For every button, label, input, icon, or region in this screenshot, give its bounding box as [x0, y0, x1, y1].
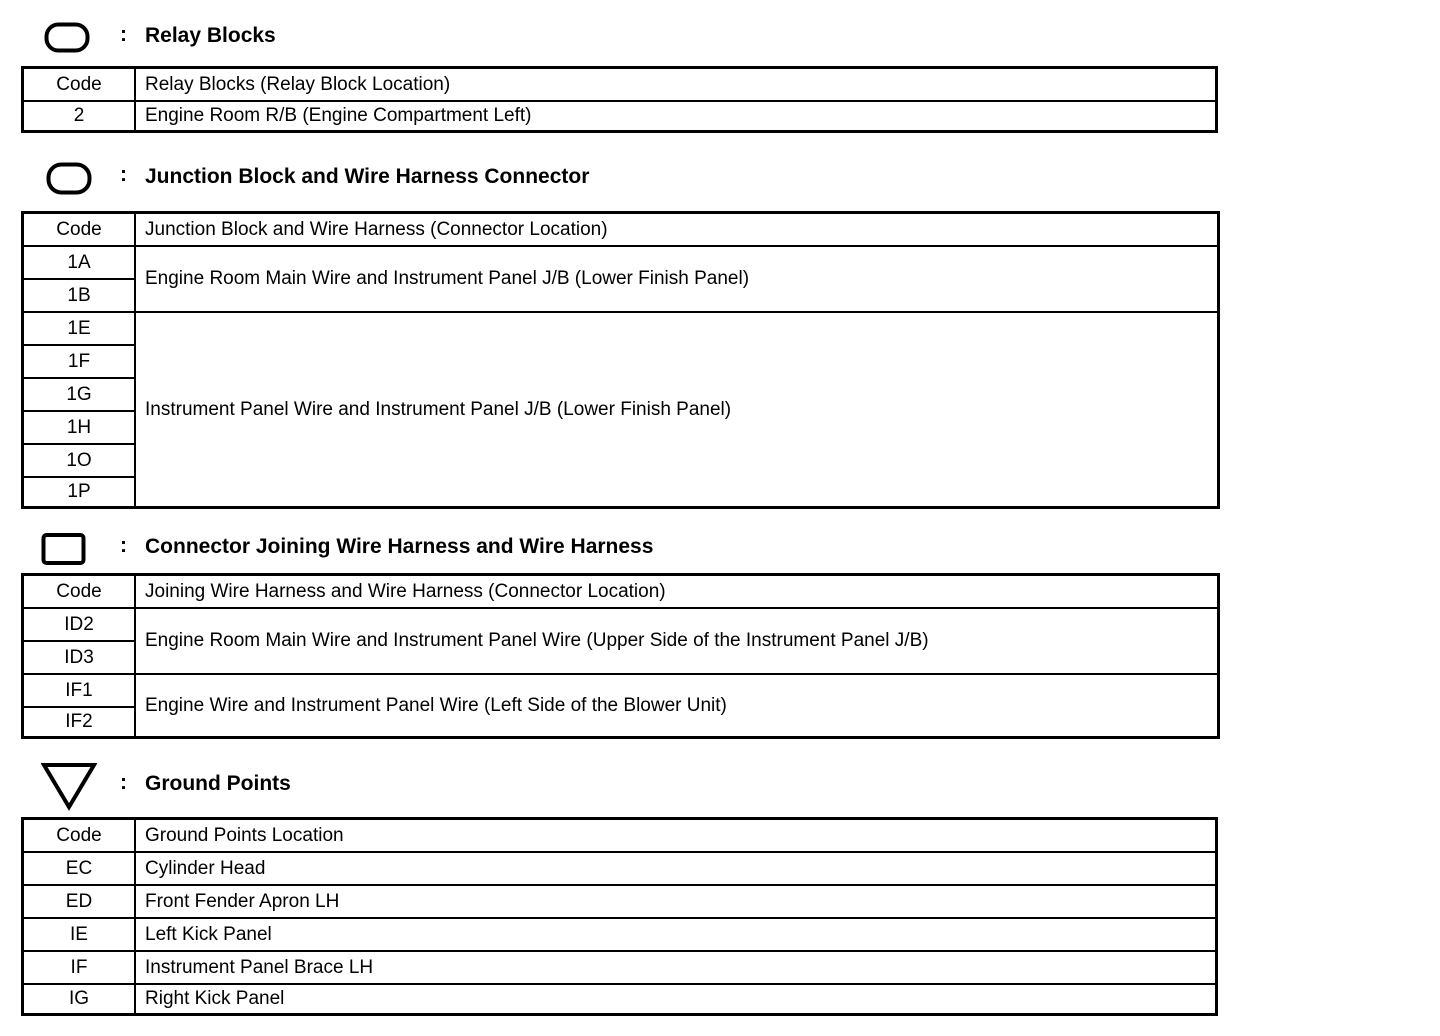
location-cell: Right Kick Panel: [135, 984, 1217, 1015]
code-cell: 1A: [23, 246, 136, 279]
heading-colon: :: [120, 771, 127, 794]
section-title: Relay Blocks: [145, 24, 276, 47]
ground-points-heading: [0, 762, 1000, 802]
code-cell: IE: [23, 918, 136, 951]
code-cell: ID2: [23, 608, 136, 641]
table-row: [23, 852, 1217, 885]
table-row: [23, 951, 1217, 984]
rounded-rectangle-icon: [46, 162, 92, 196]
code-cell: IF1: [23, 674, 136, 707]
section-title: Junction Block and Wire Harness Connector: [145, 165, 590, 188]
code-header: Code: [23, 819, 136, 852]
code-cell: IF2: [23, 707, 136, 738]
table-header-row: [23, 213, 1219, 246]
code-cell: EC: [23, 852, 136, 885]
code-header: Code: [23, 68, 136, 101]
table-row: [23, 312, 1219, 345]
section-title: Connector Joining Wire Harness and Wire Harness: [145, 535, 654, 558]
code-cell: 1F: [23, 345, 136, 378]
relay-blocks-heading: [0, 22, 1000, 62]
code-cell: 1G: [23, 378, 136, 411]
code-header: Code: [23, 213, 136, 246]
code-cell: IF: [23, 951, 136, 984]
table-row: [23, 674, 1219, 707]
table-header-row: [23, 68, 1217, 101]
table-row: [23, 246, 1219, 279]
location-cell: Instrument Panel Wire and Instrument Panel J/B (Lower Finish Panel): [135, 312, 1219, 508]
code-header: Code: [23, 575, 136, 608]
code-cell: 2: [23, 101, 136, 132]
table-header-row: [23, 575, 1219, 608]
location-header: Ground Points Location: [135, 819, 1217, 852]
connector-heading: [0, 532, 1000, 572]
code-cell: IG: [23, 984, 136, 1015]
location-cell: Instrument Panel Brace LH: [135, 951, 1217, 984]
location-cell: Left Kick Panel: [135, 918, 1217, 951]
code-cell: 1O: [23, 444, 136, 477]
down-triangle-icon: [41, 762, 97, 812]
location-cell: Engine Room Main Wire and Instrument Panel J/B (Lower Finish Panel): [135, 246, 1219, 312]
code-cell: ID3: [23, 641, 136, 674]
connector-table: [21, 573, 1220, 739]
ground-points-table: [21, 817, 1218, 1016]
location-cell: Front Fender Apron LH: [135, 885, 1217, 918]
heading-colon: :: [120, 534, 127, 557]
relay-blocks-table: [21, 66, 1218, 133]
rounded-rectangle-icon: [44, 22, 90, 54]
table-header-row: [23, 819, 1217, 852]
code-cell: 1H: [23, 411, 136, 444]
table-row: [23, 918, 1217, 951]
location-header: Relay Blocks (Relay Block Location): [135, 68, 1217, 101]
heading-colon: :: [120, 163, 127, 186]
junction-block-heading: [0, 162, 1000, 202]
code-cell: 1E: [23, 312, 136, 345]
table-row: [23, 101, 1217, 132]
code-cell: ED: [23, 885, 136, 918]
table-row: [23, 984, 1217, 1015]
location-cell: Cylinder Head: [135, 852, 1217, 885]
table-row: [23, 885, 1217, 918]
junction-block-table: [21, 211, 1220, 509]
rectangle-icon: [41, 532, 87, 568]
heading-colon: :: [120, 23, 127, 46]
code-cell: 1P: [23, 477, 136, 508]
location-cell: Engine Room R/B (Engine Compartment Left): [135, 101, 1217, 132]
location-header: Joining Wire Harness and Wire Harness (Connector Location): [135, 575, 1219, 608]
code-cell: 1B: [23, 279, 136, 312]
location-header: Junction Block and Wire Harness (Connector Location): [135, 213, 1219, 246]
location-cell: Engine Wire and Instrument Panel Wire (Left Side of the Blower Unit): [135, 674, 1219, 738]
table-row: [23, 608, 1219, 641]
location-cell: Engine Room Main Wire and Instrument Panel Wire (Upper Side of the Instrument Panel J/B): [135, 608, 1219, 674]
section-title: Ground Points: [145, 772, 291, 795]
